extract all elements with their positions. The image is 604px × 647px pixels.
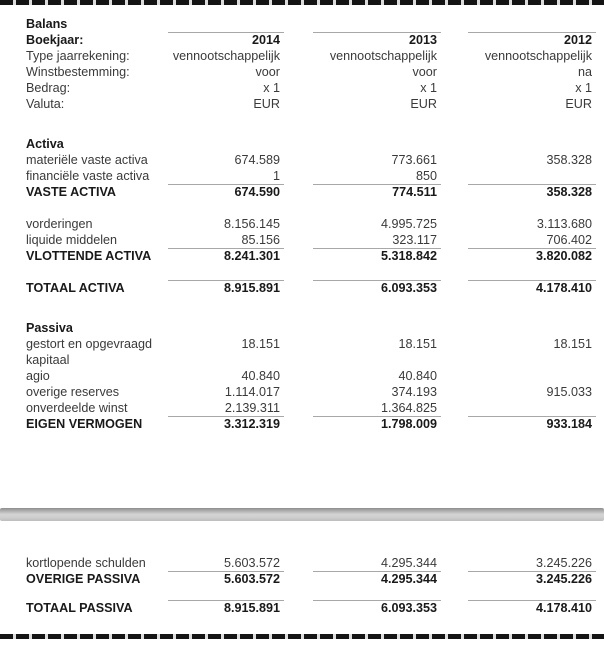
- row-overige-passiva-total: [26, 571, 592, 587]
- row-overige-reserves: [26, 384, 592, 400]
- year-2012: 2012: [437, 32, 592, 48]
- header-row-type-jaarrekening: [26, 48, 592, 64]
- value-2013: 18.151: [398, 337, 437, 351]
- value-2013: 323.117: [392, 233, 437, 247]
- header-row-valuta: [26, 96, 592, 112]
- value-2014: 8.915.891: [166, 280, 280, 296]
- row-label: EIGEN VERMOGEN: [26, 417, 143, 431]
- value-2013: 6.093.353: [280, 280, 437, 296]
- row-agio: [26, 368, 592, 384]
- header-label: Type jaarrekening:: [26, 49, 130, 63]
- value-2014: 40.840: [241, 369, 280, 383]
- row-onverdeelde-winst: [26, 400, 592, 416]
- value-2012: 4.178.410: [437, 600, 592, 616]
- value-2014: 85.156: [241, 233, 280, 247]
- value-2014: 18.151: [241, 337, 280, 351]
- value-2013: 1.364.825: [380, 401, 437, 415]
- value-2013: x 1: [420, 81, 437, 95]
- value-2014: 8.915.891: [166, 600, 280, 616]
- value-2014: x 1: [263, 81, 280, 95]
- row-vaste-activa-total: [26, 184, 592, 200]
- header-label: Bedrag:: [26, 81, 71, 95]
- passiva-section-heading: [26, 320, 592, 336]
- value-2013: 1.798.009: [280, 416, 437, 432]
- value-2013: 40.840: [398, 369, 437, 383]
- row-vorderingen: [26, 216, 592, 232]
- value-2013: vennootschappelijk: [329, 49, 437, 63]
- value-2012: 706.402: [546, 233, 592, 247]
- row-label: VASTE ACTIVA: [26, 185, 117, 199]
- value-2013: voor: [412, 65, 437, 79]
- page-title-row: [26, 16, 592, 32]
- spacer: [0, 432, 604, 508]
- spacer: [26, 200, 592, 216]
- value-2012: 358.328: [546, 153, 592, 167]
- header-row-winstbestemming: [26, 64, 592, 80]
- value-2012: 3.113.680: [536, 217, 592, 231]
- spacer: [26, 296, 592, 320]
- value-2014: 674.590: [166, 184, 280, 200]
- header-label: Boekjaar:: [26, 33, 84, 47]
- row-label: OVERIGE PASSIVA: [26, 572, 141, 586]
- row-eigen-vermogen-total: [26, 416, 592, 432]
- value-2012: vennootschappelijk: [484, 49, 592, 63]
- row-label: kortlopende schulden: [26, 556, 146, 570]
- value-2013: 4.995.725: [380, 217, 437, 231]
- row-gestort-en-opgevraagd-kapitaal: [26, 336, 592, 368]
- dashed-divider-bottom: [0, 634, 604, 639]
- value-2014: voor: [255, 65, 280, 79]
- value-2013: 6.093.353: [280, 600, 437, 616]
- value-2014: 674.589: [234, 153, 280, 167]
- section-title: Activa: [26, 137, 64, 151]
- header-label: Winstbestemming:: [26, 65, 130, 79]
- value-2013: EUR: [410, 97, 437, 111]
- value-2014: 1.114.017: [224, 385, 280, 399]
- spacer: [26, 112, 592, 136]
- value-2013: 374.193: [391, 385, 437, 399]
- value-2012: EUR: [565, 97, 592, 111]
- value-2012: 3.245.226: [437, 571, 592, 587]
- row-label: vorderingen: [26, 217, 93, 231]
- value-2012: na: [577, 65, 592, 79]
- value-2012: x 1: [575, 81, 592, 95]
- row-financiele-vaste-activa: [26, 168, 592, 184]
- row-label: TOTAAL PASSIVA: [26, 601, 133, 615]
- year-2013: 2013: [280, 32, 437, 48]
- dashed-divider-top: [0, 0, 604, 5]
- row-label: financiële vaste activa: [26, 169, 150, 183]
- value-2013: 4.295.344: [280, 571, 437, 587]
- row-kortlopende-schulden: [26, 555, 592, 571]
- balance-sheet-content: [0, 16, 604, 432]
- value-2014: 2.139.311: [224, 401, 280, 415]
- value-2014: 3.312.319: [166, 416, 280, 432]
- activa-section-heading: [26, 136, 592, 152]
- value-2013: 774.511: [280, 184, 437, 200]
- value-2013: 773.661: [391, 153, 437, 167]
- spacer: [26, 587, 592, 600]
- row-label: overige reserves: [26, 385, 120, 399]
- row-label: onverdeelde winst: [26, 401, 128, 415]
- value-2012: 4.178.410: [437, 280, 592, 296]
- value-2014: 8.156.145: [223, 217, 280, 231]
- header-row-boekjaar: [26, 32, 592, 48]
- row-liquide-middelen: [26, 232, 592, 248]
- value-2012: 358.328: [437, 184, 592, 200]
- value-2014: 8.241.301: [166, 248, 280, 264]
- row-label: TOTAAL ACTIVA: [26, 281, 125, 295]
- value-2014: 1: [272, 169, 280, 183]
- page-title: Balans: [26, 17, 68, 31]
- header-label: Valuta:: [26, 97, 65, 111]
- value-2014: 5.603.572: [166, 571, 280, 587]
- header-row-bedrag: [26, 80, 592, 96]
- row-label: liquide middelen: [26, 233, 118, 247]
- spacer: [26, 264, 592, 280]
- value-2012: 933.184: [437, 416, 592, 432]
- row-vlottende-activa-total: [26, 248, 592, 264]
- row-totaal-passiva: [26, 600, 592, 616]
- section-title: Passiva: [26, 321, 73, 335]
- year-2014: 2014: [166, 32, 280, 48]
- value-2012: 915.033: [546, 385, 592, 399]
- value-2012: 18.151: [553, 337, 592, 351]
- value-2013: 4.295.344: [380, 556, 437, 570]
- row-label: gestort en opgevraagd kapitaal: [26, 337, 153, 367]
- spacer: [0, 521, 604, 555]
- value-2014: vennootschappelijk: [172, 49, 280, 63]
- row-totaal-activa: [26, 280, 592, 296]
- spacer: [0, 616, 604, 634]
- row-label: materiële vaste activa: [26, 153, 148, 167]
- value-2013: 850: [415, 169, 437, 183]
- value-2012: 3.820.082: [437, 248, 592, 264]
- value-2014: EUR: [253, 97, 280, 111]
- row-label: VLOTTENDE ACTIVA: [26, 249, 152, 263]
- page-separator-bar: [0, 508, 604, 521]
- value-2013: 5.318.842: [280, 248, 437, 264]
- row-materiele-vaste-activa: [26, 152, 592, 168]
- balance-sheet-content-continued: [0, 555, 604, 616]
- value-2014: 5.603.572: [223, 556, 280, 570]
- row-label: agio: [26, 369, 50, 383]
- value-2012: 3.245.226: [535, 556, 592, 570]
